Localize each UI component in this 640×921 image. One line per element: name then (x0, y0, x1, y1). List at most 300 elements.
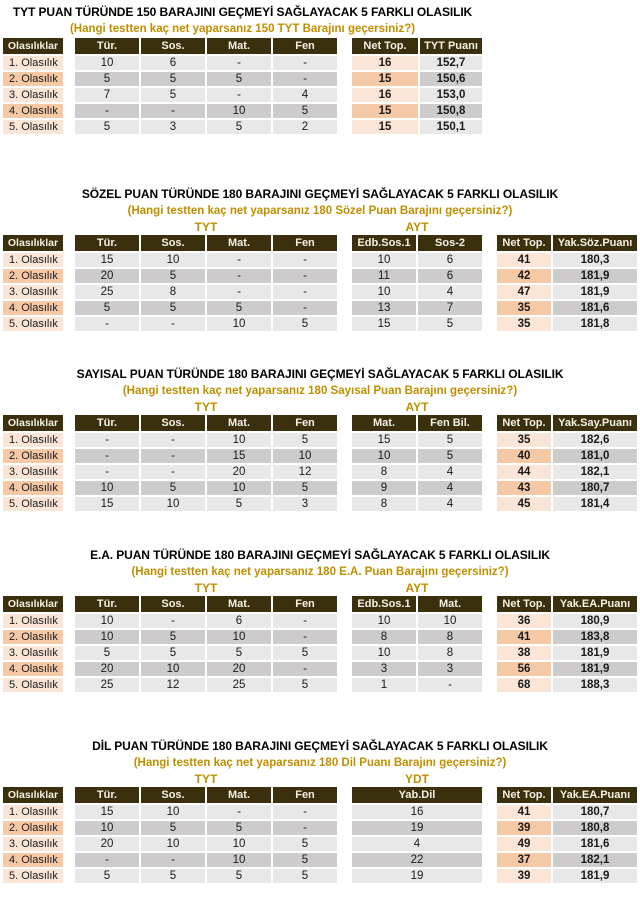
data-cell: 5 (418, 317, 482, 331)
column-gap (484, 497, 495, 511)
group-header-ayt: AYT (405, 581, 429, 595)
score-table (3, 596, 637, 692)
column-gap (484, 630, 495, 644)
data-cell: - (75, 853, 139, 867)
score-cell: 181,6 (553, 301, 637, 315)
row-label: 3. Olasılık (3, 646, 63, 660)
data-cell: 3 (352, 662, 416, 676)
data-cell: 5 (141, 481, 205, 495)
score-cell: 183,8 (553, 630, 637, 644)
data-cell: 5 (207, 869, 271, 883)
data-cell: 5 (418, 449, 482, 463)
table-subtitle: (Hangi testten kaç net yaparsanız 150 TYT Barajını geçersiniz?) (69, 23, 416, 35)
score-cell: 181,9 (553, 285, 637, 299)
net-total-cell: 47 (497, 285, 551, 299)
data-cell: 12 (273, 465, 337, 479)
row-label: 5. Olasılık (3, 497, 63, 511)
data-cell: - (75, 317, 139, 331)
data-cell: - (273, 662, 337, 676)
column-header: Mat. (207, 596, 271, 612)
column-gap (339, 415, 350, 431)
score-cell: 180,7 (553, 805, 637, 819)
data-cell: 12 (141, 678, 205, 692)
column-gap (65, 678, 73, 692)
column-gap (339, 120, 350, 134)
row-label: 5. Olasılık (3, 678, 63, 692)
column-header: Fen Bil. (418, 415, 482, 431)
column-gap (65, 433, 73, 447)
data-cell: 10 (352, 285, 416, 299)
column-gap (339, 821, 350, 835)
net-total-cell: 41 (497, 253, 551, 267)
data-cell: 4 (418, 481, 482, 495)
column-gap (65, 646, 73, 660)
score-cell: 181,9 (553, 869, 637, 883)
data-cell: - (273, 269, 337, 283)
net-total-cell: 35 (497, 433, 551, 447)
data-cell: - (141, 317, 205, 331)
data-cell: 4 (352, 837, 482, 851)
data-cell: 22 (352, 853, 482, 867)
data-cell: 10 (141, 497, 205, 511)
column-header: Mat. (352, 415, 416, 431)
column-header: Net Top. (497, 235, 551, 251)
column-header: Fen (273, 235, 337, 251)
net-total-cell: 39 (497, 869, 551, 883)
column-gap (484, 821, 495, 835)
data-cell: 5 (273, 869, 337, 883)
group-header-tyt: TYT (194, 772, 218, 786)
exam-group-row (3, 400, 637, 415)
score-cell: 150,6 (420, 72, 482, 86)
data-cell: 5 (141, 821, 205, 835)
column-gap (339, 630, 350, 644)
score-table (3, 787, 637, 883)
column-gap (65, 56, 73, 70)
column-gap (484, 787, 495, 803)
data-cell: 5 (75, 869, 139, 883)
data-cell: 5 (207, 72, 271, 86)
net-total-cell: 38 (497, 646, 551, 660)
data-cell: 10 (141, 837, 205, 851)
data-cell: - (75, 465, 139, 479)
data-cell: 5 (273, 317, 337, 331)
column-header: Yak.Söz.Puanı (553, 235, 637, 251)
net-total-cell: 16 (352, 56, 418, 70)
score-table-section-dil (3, 738, 637, 883)
score-cell: 182,1 (553, 853, 637, 867)
column-gap (65, 596, 73, 612)
column-header: Sos. (141, 787, 205, 803)
data-cell: 5 (273, 837, 337, 851)
row-label: 5. Olasılık (3, 120, 63, 134)
data-cell: 20 (75, 269, 139, 283)
column-gap (339, 805, 350, 819)
column-gap (484, 235, 495, 251)
column-gap (339, 869, 350, 883)
data-cell: - (273, 285, 337, 299)
column-gap (339, 853, 350, 867)
data-cell: - (207, 88, 271, 102)
data-cell: - (273, 614, 337, 628)
net-total-cell: 15 (352, 72, 418, 86)
column-gap (339, 787, 350, 803)
row-label: 4. Olasılık (3, 481, 63, 495)
data-cell: 10 (75, 630, 139, 644)
column-header: Sos. (141, 235, 205, 251)
net-total-cell: 36 (497, 614, 551, 628)
data-cell: - (273, 72, 337, 86)
column-gap (484, 301, 495, 315)
data-cell: 10 (141, 253, 205, 267)
data-cell: 6 (418, 269, 482, 283)
data-cell: - (75, 449, 139, 463)
data-cell: 4 (418, 497, 482, 511)
row-label: 5. Olasılık (3, 869, 63, 883)
data-cell: 4 (418, 465, 482, 479)
net-total-cell: 15 (352, 104, 418, 118)
data-cell: 10 (141, 805, 205, 819)
column-gap (339, 662, 350, 676)
table-title: TYT PUAN TÜRÜNDE 150 BARAJINI GEÇMEYİ SAĞLAYACAK 5 FARKLI OLASILIK (12, 5, 473, 19)
data-cell: 15 (352, 317, 416, 331)
column-gap (339, 596, 350, 612)
column-gap (339, 104, 350, 118)
score-cell: 152,7 (420, 56, 482, 70)
column-gap (65, 614, 73, 628)
column-header: TYT Puanı (420, 38, 482, 54)
group-header-tyt: TYT (194, 581, 218, 595)
data-cell: 5 (141, 869, 205, 883)
row-label: 2. Olasılık (3, 72, 63, 86)
column-gap (339, 465, 350, 479)
score-table-section-tyt (3, 4, 482, 134)
data-cell: - (207, 56, 271, 70)
column-header: Net Top. (497, 415, 551, 431)
column-gap (65, 253, 73, 267)
data-cell: 25 (75, 285, 139, 299)
data-cell: 10 (352, 614, 416, 628)
column-gap (65, 301, 73, 315)
column-gap (65, 465, 73, 479)
data-cell: - (207, 269, 271, 283)
column-gap (484, 614, 495, 628)
table-subtitle: (Hangi testten kaç net yaparsanız 180 Sayısal Puan Barajını geçersiniz?) (122, 385, 518, 397)
column-gap (339, 269, 350, 283)
column-gap (65, 805, 73, 819)
row-label: 4. Olasılık (3, 104, 63, 118)
score-table (3, 415, 637, 511)
data-cell: 5 (141, 269, 205, 283)
data-cell: 15 (75, 805, 139, 819)
data-cell: 5 (207, 120, 271, 134)
data-cell: 10 (352, 646, 416, 660)
row-label: 3. Olasılık (3, 465, 63, 479)
net-total-cell: 37 (497, 853, 551, 867)
data-cell: - (207, 805, 271, 819)
score-cell: 182,6 (553, 433, 637, 447)
data-cell: - (418, 678, 482, 692)
data-cell: 6 (418, 253, 482, 267)
column-header: Net Top. (497, 787, 551, 803)
net-total-cell: 45 (497, 497, 551, 511)
column-gap (339, 678, 350, 692)
column-header: Tür. (75, 38, 139, 54)
score-table-section-sayisal (3, 366, 637, 511)
table-title: DİL PUAN TÜRÜNDE 180 BARAJINI GEÇMEYİ SAĞLAYACAK 5 FARKLI OLASILIK (92, 739, 548, 753)
score-cell: 181,8 (553, 317, 637, 331)
data-cell: 5 (273, 646, 337, 660)
group-header-tyt: TYT (194, 220, 218, 234)
data-cell: 15 (75, 253, 139, 267)
data-cell: - (273, 821, 337, 835)
column-gap (484, 596, 495, 612)
data-cell: - (141, 853, 205, 867)
data-cell: 10 (207, 837, 271, 851)
net-total-cell: 41 (497, 805, 551, 819)
column-gap (484, 805, 495, 819)
data-cell: 5 (273, 853, 337, 867)
column-gap (65, 481, 73, 495)
data-cell: 5 (75, 646, 139, 660)
data-cell: 10 (352, 253, 416, 267)
score-table (3, 235, 637, 331)
column-gap (65, 285, 73, 299)
data-cell: 7 (418, 301, 482, 315)
row-label: 1. Olasılık (3, 433, 63, 447)
column-gap (65, 630, 73, 644)
score-cell: 180,3 (553, 253, 637, 267)
column-header: Mat. (207, 415, 271, 431)
column-gap (484, 269, 495, 283)
data-cell: 20 (207, 662, 271, 676)
score-table (3, 38, 482, 134)
column-gap (65, 837, 73, 851)
data-cell: 10 (207, 853, 271, 867)
data-cell: 15 (207, 449, 271, 463)
net-total-cell: 42 (497, 269, 551, 283)
row-label: 2. Olasılık (3, 821, 63, 835)
page (0, 4, 640, 921)
data-cell: 10 (75, 481, 139, 495)
score-cell: 181,9 (553, 646, 637, 660)
data-cell: 10 (75, 56, 139, 70)
column-gap (484, 646, 495, 660)
data-cell: 10 (141, 662, 205, 676)
data-cell: 5 (141, 301, 205, 315)
column-gap (339, 253, 350, 267)
column-gap (339, 497, 350, 511)
data-cell: 6 (141, 56, 205, 70)
column-header: Yak.Say.Puanı (553, 415, 637, 431)
data-cell: 5 (207, 301, 271, 315)
data-cell: 20 (75, 837, 139, 851)
net-total-cell: 15 (352, 120, 418, 134)
data-cell: 5 (273, 678, 337, 692)
net-total-cell: 35 (497, 317, 551, 331)
row-label: 2. Olasılık (3, 269, 63, 283)
data-cell: 10 (207, 317, 271, 331)
column-header: Tür. (75, 596, 139, 612)
data-cell: 5 (141, 88, 205, 102)
data-cell: 3 (141, 120, 205, 134)
data-cell: 25 (207, 678, 271, 692)
column-gap (339, 301, 350, 315)
column-header: Net Top. (352, 38, 418, 54)
net-total-cell: 40 (497, 449, 551, 463)
column-header-olasiliklar: Olasılıklar (3, 787, 63, 803)
column-gap (65, 662, 73, 676)
data-cell: 25 (75, 678, 139, 692)
data-cell: 13 (352, 301, 416, 315)
column-gap (339, 433, 350, 447)
data-cell: 10 (207, 481, 271, 495)
data-cell: 3 (418, 662, 482, 676)
data-cell: - (273, 805, 337, 819)
column-header: Tür. (75, 235, 139, 251)
data-cell: 10 (352, 449, 416, 463)
table-title: SAYISAL PUAN TÜRÜNDE 180 BARAJINI GEÇMEYİ SAĞLAYACAK 5 FARKLI OLASILIK (76, 367, 564, 381)
data-cell: 10 (207, 104, 271, 118)
column-gap (65, 787, 73, 803)
data-cell: 2 (273, 120, 337, 134)
score-cell: 180,7 (553, 481, 637, 495)
data-cell: 20 (75, 662, 139, 676)
score-table-section-ea (3, 547, 637, 692)
row-label: 3. Olasılık (3, 837, 63, 851)
row-label: 1. Olasılık (3, 614, 63, 628)
data-cell: 5 (75, 120, 139, 134)
column-gap (65, 38, 73, 54)
score-table-section-sozel (3, 186, 637, 331)
column-header: Sos. (141, 415, 205, 431)
column-header: Edb.Sos.1 (352, 596, 416, 612)
data-cell: 8 (418, 646, 482, 660)
column-gap (339, 285, 350, 299)
column-header: Sos. (141, 596, 205, 612)
column-header: Sos. (141, 38, 205, 54)
group-header-ayt: AYT (405, 220, 429, 234)
data-cell: 8 (352, 497, 416, 511)
column-gap (339, 614, 350, 628)
column-gap (484, 433, 495, 447)
data-cell: 10 (273, 449, 337, 463)
data-cell: 5 (141, 72, 205, 86)
data-cell: - (141, 433, 205, 447)
data-cell: 10 (207, 433, 271, 447)
column-gap (484, 662, 495, 676)
data-cell: 20 (207, 465, 271, 479)
column-gap (65, 317, 73, 331)
column-gap (65, 497, 73, 511)
net-total-cell: 16 (352, 88, 418, 102)
data-cell: 5 (75, 301, 139, 315)
data-cell: 5 (207, 821, 271, 835)
column-header: Fen (273, 415, 337, 431)
column-gap (339, 88, 350, 102)
column-header: Yak.EA.Puanı (553, 787, 637, 803)
row-label: 2. Olasılık (3, 630, 63, 644)
column-header-olasiliklar: Olasılıklar (3, 235, 63, 251)
column-gap (484, 317, 495, 331)
data-cell: 1 (352, 678, 416, 692)
data-cell: 19 (352, 821, 482, 835)
column-gap (339, 837, 350, 851)
data-cell: - (273, 630, 337, 644)
column-gap (339, 72, 350, 86)
column-header: Net Top. (497, 596, 551, 612)
exam-group-row (3, 220, 637, 235)
row-label: 3. Olasılık (3, 88, 63, 102)
data-cell: 5 (207, 646, 271, 660)
net-total-cell: 39 (497, 821, 551, 835)
row-label: 2. Olasılık (3, 449, 63, 463)
column-header: Mat. (207, 38, 271, 54)
score-cell: 181,9 (553, 269, 637, 283)
column-gap (65, 415, 73, 431)
column-gap (339, 235, 350, 251)
data-cell: 19 (352, 869, 482, 883)
data-cell: 11 (352, 269, 416, 283)
table-subtitle: (Hangi testten kaç net yaparsanız 180 Sözel Puan Barajını geçersiniz?) (127, 205, 513, 217)
table-subtitle: (Hangi testten kaç net yaparsanız 180 Dil Puanı Barajını geçersiniz?) (133, 757, 507, 769)
data-cell: - (141, 614, 205, 628)
column-header: Sos-2 (418, 235, 482, 251)
column-gap (484, 837, 495, 851)
column-gap (65, 235, 73, 251)
score-cell: 150,1 (420, 120, 482, 134)
data-cell: 5 (207, 497, 271, 511)
row-label: 4. Olasılık (3, 853, 63, 867)
column-header: Mat. (207, 787, 271, 803)
column-gap (65, 120, 73, 134)
data-cell: 8 (352, 465, 416, 479)
column-header-olasiliklar: Olasılıklar (3, 415, 63, 431)
column-header: Fen (273, 38, 337, 54)
row-label: 1. Olasılık (3, 253, 63, 267)
table-title: E.A. PUAN TÜRÜNDE 180 BARAJINI GEÇMEYİ SAĞLAYACAK 5 FARKLI OLASILIK (90, 548, 550, 562)
data-cell: 5 (75, 72, 139, 86)
group-header-tyt: TYT (194, 400, 218, 414)
column-gap (65, 821, 73, 835)
data-cell: - (141, 465, 205, 479)
group-header-ydt: YDT (405, 772, 429, 786)
column-gap (339, 317, 350, 331)
column-header: Tür. (75, 415, 139, 431)
data-cell: - (273, 301, 337, 315)
data-cell: 8 (141, 285, 205, 299)
column-gap (484, 853, 495, 867)
data-cell: 5 (273, 481, 337, 495)
data-cell: 15 (352, 433, 416, 447)
net-total-cell: 35 (497, 301, 551, 315)
score-cell: 180,8 (553, 821, 637, 835)
data-cell: - (141, 104, 205, 118)
column-gap (339, 481, 350, 495)
data-cell: 4 (273, 88, 337, 102)
group-header-ayt: AYT (405, 400, 429, 414)
column-gap (339, 56, 350, 70)
net-total-cell: 56 (497, 662, 551, 676)
row-label: 1. Olasılık (3, 805, 63, 819)
score-cell: 150,8 (420, 104, 482, 118)
column-header: Yak.EA.Puanı (553, 596, 637, 612)
score-cell: 181,6 (553, 837, 637, 851)
data-cell: 9 (352, 481, 416, 495)
score-cell: 188,3 (553, 678, 637, 692)
net-total-cell: 49 (497, 837, 551, 851)
table-subtitle: (Hangi testten kaç net yaparsanız 180 E.A. Puan Barajını geçersiniz?) (131, 566, 509, 578)
